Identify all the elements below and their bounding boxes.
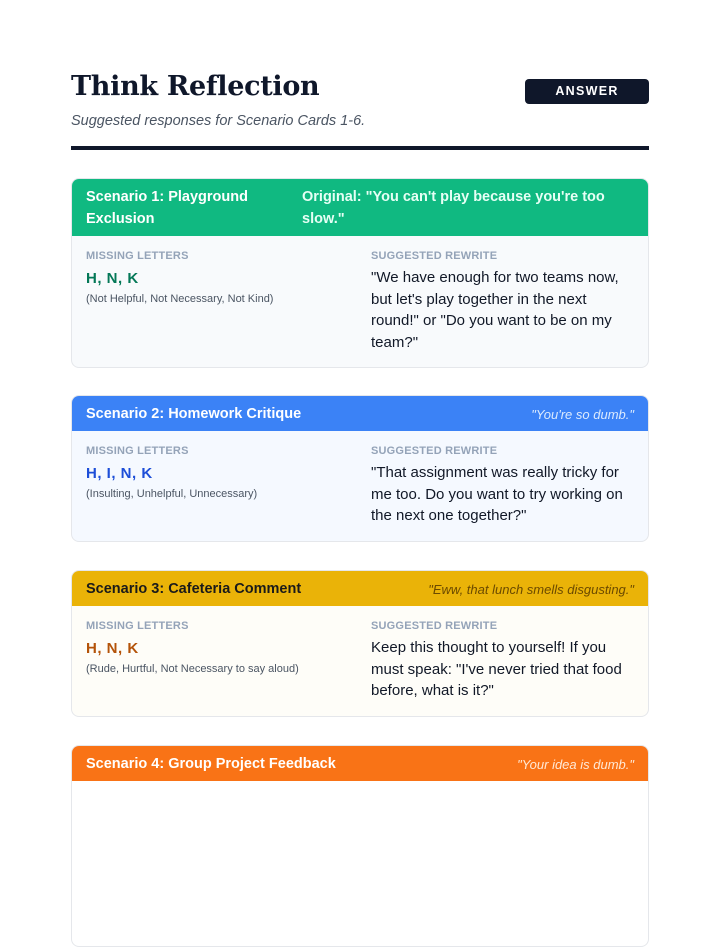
scenario-card-3 xyxy=(71,570,649,717)
scenario-quote: "Your idea is dumb." xyxy=(517,757,634,772)
missing-letters-note: (Insulting, Unhelpful, Unnecessary) xyxy=(86,488,258,500)
missing-letters-value: H, N, K xyxy=(86,640,139,657)
suggested-rewrite-text: Keep this thought to yourself! If you must speak: "I've never tried that food before, what is it?" xyxy=(371,639,622,699)
scenario-card-4 xyxy=(71,745,649,947)
missing-letters-label: MISSING LETTERS xyxy=(86,445,189,457)
scenario-title: Scenario 1: Playground Exclusion xyxy=(86,189,248,227)
suggested-rewrite-text: "That assignment was really tricky for me too. Do you want to try working on the next one together?" xyxy=(371,464,623,524)
scenario-card-2 xyxy=(71,395,649,542)
header-divider xyxy=(71,146,649,150)
suggested-rewrite-label: SUGGESTED REWRITE xyxy=(371,250,498,262)
missing-letters-label: MISSING LETTERS xyxy=(86,250,189,262)
scenario-quote: "You're so dumb." xyxy=(531,407,634,422)
missing-letters-label: MISSING LETTERS xyxy=(86,620,189,632)
answer-key-page xyxy=(71,0,649,772)
missing-letters-note: (Not Helpful, Not Necessary, Not Kind) xyxy=(86,293,274,305)
scenario-original-quote: Original: "You can't play because you're too slow." xyxy=(302,189,605,227)
missing-letters-note: (Rude, Hurtful, Not Necessary to say aloud) xyxy=(86,663,299,675)
missing-letters-value: H, N, K xyxy=(86,270,139,287)
suggested-rewrite-label: SUGGESTED REWRITE xyxy=(371,620,498,632)
missing-letters-value: H, I, N, K xyxy=(86,465,153,482)
page-header xyxy=(71,0,649,150)
scenario-quote: "Eww, that lunch smells disgusting." xyxy=(428,582,634,597)
scenario-title: Scenario 3: Cafeteria Comment xyxy=(86,581,302,597)
scenario-card-header xyxy=(72,746,648,781)
suggested-rewrite-text: "We have enough for two teams now, but let's play together in the next round!" or "Do you want to be on my team?" xyxy=(371,269,619,351)
answer-key-badge: ANSWER KEY xyxy=(525,79,649,104)
page-subtitle: Suggested responses for Scenario Cards 1-6. xyxy=(71,113,366,129)
scenario-card-header xyxy=(72,179,648,236)
page-title: Think Reflection xyxy=(71,71,320,102)
scenario-card-1 xyxy=(71,178,649,368)
scenario-title: Scenario 2: Homework Critique xyxy=(86,406,302,422)
scenario-card-header xyxy=(72,571,648,606)
scenario-card-header xyxy=(72,396,648,431)
scenario-title: Scenario 4: Group Project Feedback xyxy=(86,756,336,772)
suggested-rewrite-label: SUGGESTED REWRITE xyxy=(371,445,498,457)
